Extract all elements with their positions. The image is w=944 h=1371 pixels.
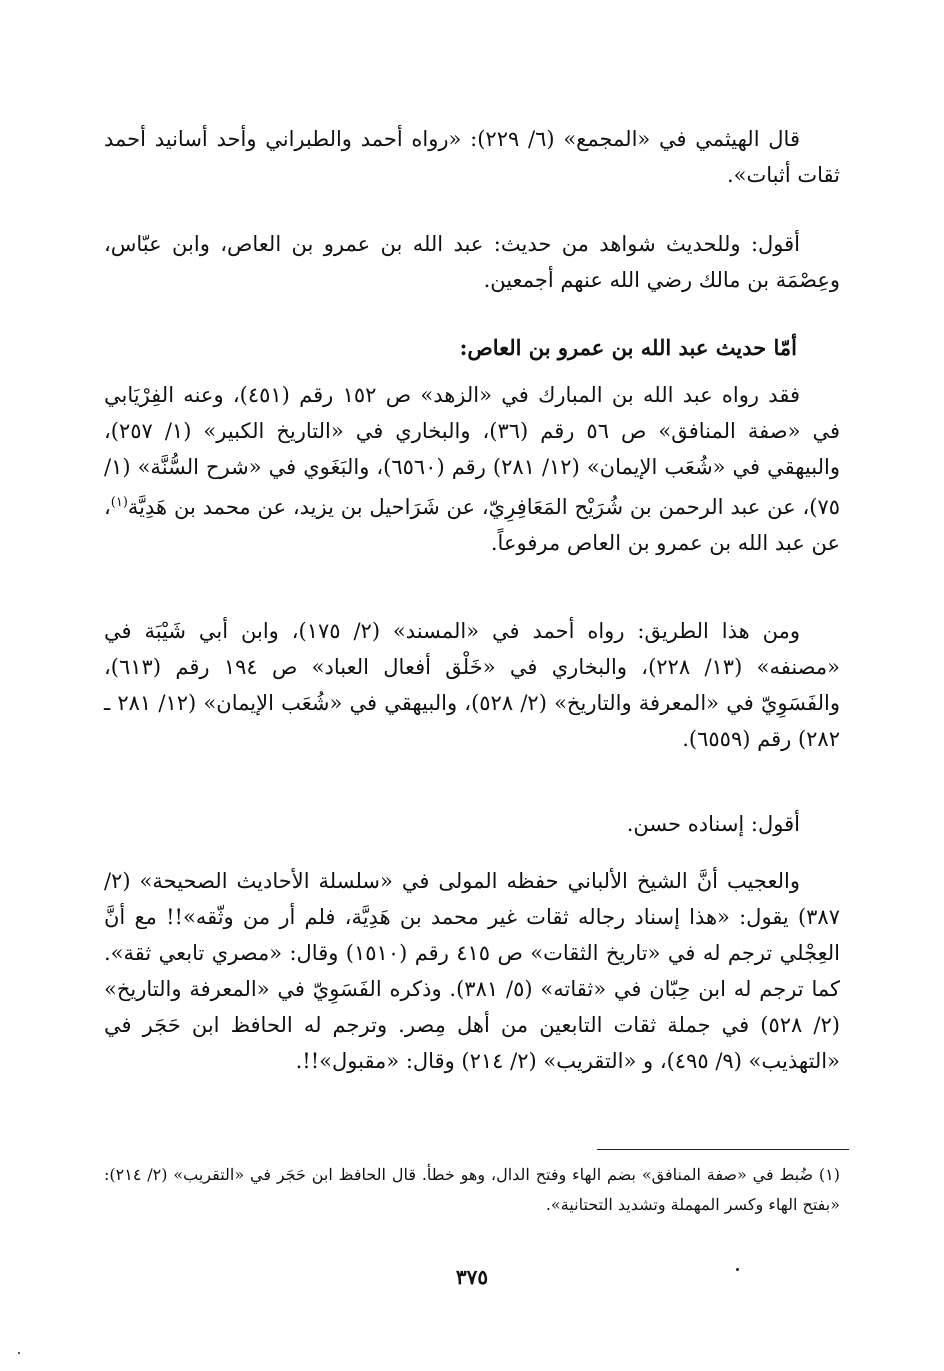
section-heading: أمّا حديث عبد الله بن عمرو بن العاص: xyxy=(459,335,797,360)
paragraph-same-route xyxy=(104,613,840,757)
paragraph-text: أقول: إسناده حسن. xyxy=(626,812,800,836)
paragraph-haythami-quote xyxy=(104,121,840,193)
footnote-separator xyxy=(597,1149,849,1150)
paragraph-albani-critique xyxy=(104,863,840,1079)
footnote-reference[interactable]: (١) xyxy=(110,495,128,510)
paragraph-text: والعجيب أنَّ الشيخ الألباني حفظه المولى في «سلسلة الأحاديث الصحيحة» (٢/ ٣٨٧) يقول: «هذا إسناد رجاله ثقات غير محمد بن هَدِيَّة، فلم أر من وثّقه»!! مع أنَّ العِجْلي ترجم له في «تاريخ الثقات» ص ٤١٥ رقم (١٥١٠) وقال: «مصري تابعي ثقة». كما ترجم له ابن حِبّان في «ثقاته» (٥/ ٣٨١). وذكره الفَسَوِيّ في «المعرفة والتاريخ» (٢/ ٥٢٨) في جملة ثقات التابعين من أهل مِصر. وترجم له الحافظ ابن حَجَر في «التهذيب» (٩/ ٤٩٥)، و «التقريب» (٢/ ٢١٤) وقال: «مقبول»!!. xyxy=(104,869,841,1073)
paragraph-supporting-narrations xyxy=(104,226,840,298)
scan-speck xyxy=(18,1352,20,1354)
paragraph-text: قال الهيثمي في «المجمع» (٦/ ٢٢٩): «رواه أحمد والطبراني وأحد أسانيد أحمد ثقات أثبات». xyxy=(104,127,840,187)
paragraph-ibn-mubarak-chain xyxy=(104,377,840,561)
paragraph-text-continued: ، عن عبد الله بن عمرو بن العاص مرفوعاً. xyxy=(104,495,840,555)
scan-speck xyxy=(736,1268,739,1271)
paragraph-isnad-verdict xyxy=(104,806,840,842)
page-number: ٣٧٥ xyxy=(455,1265,489,1289)
footnote: (١) ضُبط في «صفة المنافق» بضم الهاء وفتح الدال، وهو خطأ. قال الحافظ ابن حَجَر في «التقريب» (٢/ ٢١٤): «بفتح الهاء وكسر المهملة وتشديد التحتانية». xyxy=(104,1165,840,1214)
paragraph-text: أقول: وللحديث شواهد من حديث: عبد الله بن عمرو بن العاص، وابن عبّاس، وعِصْمَة بن مالك رضي الله عنهم أجمعين. xyxy=(104,232,840,292)
paragraph-text: ومن هذا الطريق: رواه أحمد في «المسند» (٢/ ١٧٥)، وابن أبي شَيْبَة في «مصنفه» (١٣/ ٢٢٨)، والبخاري في «خَلْق أفعال العباد» ص ١٩٤ رقم (٦١٣)، والفَسَوِيّ في «المعرفة والتاريخ» (٢/ ٥٢٨)، والبيهقي في «شُعَب الإيمان» (١٢/ ٢٨١ ـ ٢٨٢) رقم (٦٥٥٩). xyxy=(104,619,840,751)
paragraph-text: فقد رواه عبد الله بن المبارك في «الزهد» ص ١٥٢ رقم (٤٥١)، وعنه الفِرْيَابي في «صفة المنافق» ص ٥٦ رقم (٣٦)، والبخاري في «التاريخ الكبير» (١/ ٢٥٧)، والبيهقي في «شُعَب الإيمان» (١٢/ ٢٨١) رقم (٦٥٦٠)، والبَغَوي في «شرح السُّنَّة» (١/ ٧٥)، عن عبد الرحمن بن شُرَيْح المَعَافِرِيّ، عن شَرَاحيل بن يزيد، عن محمد بن هَدِيَّة xyxy=(104,383,841,519)
